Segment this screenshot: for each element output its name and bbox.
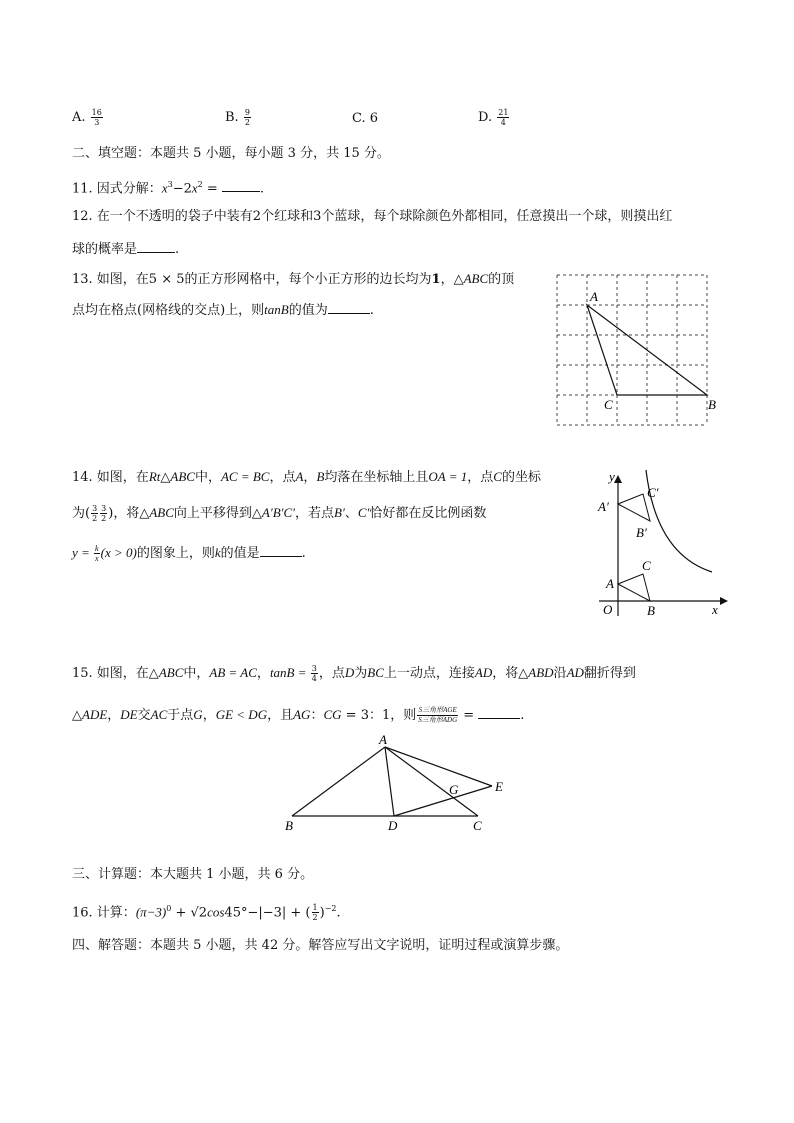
triangle-abc	[618, 574, 650, 601]
answer-blank	[478, 706, 520, 719]
x-axis-arrow-icon	[720, 597, 728, 605]
point-label-a: A	[606, 576, 614, 591]
segment-ab	[292, 747, 385, 816]
point-label-b: B	[708, 397, 716, 412]
y-axis-label: y	[609, 469, 615, 484]
option-c: C. 6	[352, 111, 379, 126]
grid-figure	[550, 270, 720, 432]
question-15-line1: 15. 如图，在△ABC中，AB = AC，tanB = $\frac{3}{4}$ ，点D为BC上一动点，连接AD，将△ABD沿AD翻折得到	[72, 664, 636, 683]
segment-ad	[385, 747, 394, 816]
question-15-line2: △ADE，DE交AC于点G，GE < DG，且AG：CG = 3：1，则 $\frac{\text{S三角形AGE}}{\text{S三角形ADG}}$ = .	[72, 706, 525, 724]
section-heading-4: 四、解答题：本题共 5 小题，共 42 分。解答应写出文字说明，证明过程或演算步骤。	[72, 938, 569, 953]
point-label-b-prime: B′	[636, 525, 647, 540]
segment-ae	[385, 747, 492, 786]
option-b: B. $\frac{9}{2}$	[225, 108, 250, 127]
point-label-e: E	[495, 779, 503, 794]
point-label-a: A	[590, 289, 598, 304]
x-axis-label: x	[712, 602, 718, 617]
question-13-line1: 13. 如图，在5 × 5的正方形网格中，每个小正方形的边长均为1，△ABC的顶	[72, 271, 515, 287]
point-label-a-prime: A′	[598, 499, 609, 514]
question-16: 16. 计算：$(\pi-3)^0 + √2\cos 45^\circ-|-3|$ + ( $\frac{1}{2}$ )$^{-2}$.	[72, 903, 341, 923]
point-label-c: C	[473, 818, 482, 833]
question-12-line1: 12. 在一个不透明的袋子中装有2个红球和3个蓝球，每个球除颜色外都相同，任意摸出一个球，则摸出红	[72, 209, 673, 224]
origin-label: O	[603, 602, 613, 617]
question-14-line3: y = $\frac{k}{x}$ (x > 0)的图象上，则k的值是 .	[72, 544, 306, 563]
point-label-c-prime: C′	[647, 485, 659, 500]
point-label-b: B	[285, 818, 293, 833]
segment-ac	[385, 747, 478, 816]
section-heading-2: 二、填空题：本题共 5 小题，每小题 3 分，共 15 分。	[72, 146, 390, 161]
grid-lines	[557, 275, 707, 425]
question-14-line2: 为( $\frac{3}{2}$ $\frac{3}{2}$ )，将△ABC向上平移得到△A′B′C′，若点B′、C′恰好都在反比例函数	[72, 504, 487, 523]
section-heading-3: 三、计算题：本大题共 1 小题，共 6 分。	[72, 867, 314, 882]
question-11: 11. 因式分解：$x^3-2x^2$ = .	[72, 180, 265, 197]
coordinate-figure	[594, 466, 729, 618]
point-label-c: C	[642, 558, 651, 573]
answer-blank	[222, 179, 260, 192]
option-a: A. $\frac{16}{3}$	[72, 108, 102, 127]
question-13-line2: 点均在格点(网格线的交点)上，则tanB的值为 .	[72, 302, 374, 318]
answer-blank	[328, 301, 370, 314]
point-label-c: C	[604, 397, 613, 412]
answer-blank	[260, 544, 302, 557]
y-axis-arrow-icon	[614, 475, 622, 483]
option-d: D. $\frac{21}{4}$	[478, 108, 509, 127]
question-14-line1: 14. 如图，在Rt△ABC中，AC = BC，点A，B均落在坐标轴上且OA = 1，点C的坐标	[72, 469, 541, 485]
point-label-a: A	[379, 732, 387, 747]
question-12-line2: 球的概率是 .	[72, 242, 180, 257]
answer-blank	[137, 240, 175, 253]
point-label-d: D	[388, 818, 398, 833]
point-label-b: B	[647, 603, 655, 618]
triangle-fold-figure	[278, 730, 518, 836]
triangle-abc-prime	[618, 494, 650, 521]
point-label-g: G	[449, 782, 459, 797]
